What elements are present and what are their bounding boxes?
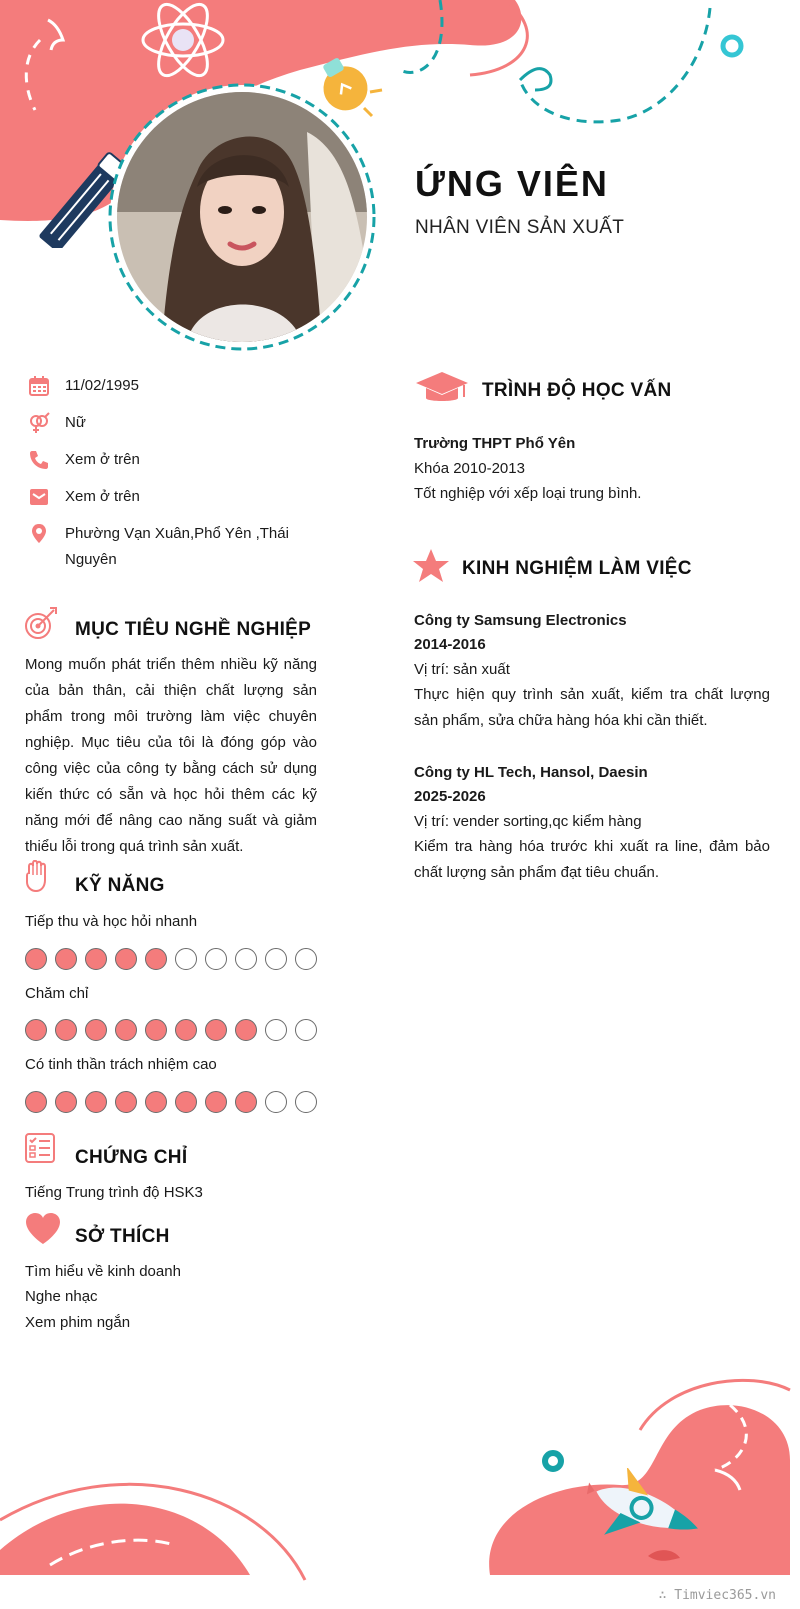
job-company: Công ty HL Tech, Hansol, Daesin (414, 764, 648, 781)
location-icon (28, 523, 50, 545)
gender-icon (28, 412, 50, 434)
watermark: ∴ Timviec365.vn (658, 1588, 776, 1603)
hobbies-title: SỞ THÍCH (75, 1226, 170, 1247)
heart-icon (24, 1212, 62, 1246)
job-role: Vị trí: sản xuất (414, 661, 510, 678)
atom-icon (138, 2, 228, 82)
job-role: Vị trí: vender sorting,qc kiểm hàng (414, 813, 642, 830)
rating-dot-empty (205, 948, 227, 970)
job-years: 2014-2016 (414, 636, 486, 653)
rating-dot-filled (145, 1091, 167, 1113)
contact-email-row (28, 484, 325, 510)
education-title: TRÌNH ĐỘ HỌC VẤN (482, 380, 672, 401)
education-result: Tốt nghiệp với xếp loại trung bình. (414, 485, 642, 502)
education-period: Khóa 2010-2013 (414, 460, 525, 477)
rating-dot-filled (25, 1019, 47, 1041)
rocket-icon (580, 1468, 710, 1568)
rating-dot-filled (175, 1019, 197, 1041)
rating-dot-filled (115, 1019, 137, 1041)
target-icon (24, 606, 58, 640)
gender-value: Nữ (65, 414, 86, 431)
email-icon (28, 486, 50, 508)
hand-icon (24, 860, 50, 894)
job-company: Công ty Samsung Electronics (414, 612, 627, 629)
rating-dot-empty (265, 948, 287, 970)
rating-dot-filled (205, 1091, 227, 1113)
certificate-item: Tiếng Trung trình độ HSK3 (25, 1184, 203, 1201)
graduation-cap-icon (414, 370, 470, 406)
job-years: 2025-2026 (414, 788, 486, 805)
calendar-icon (28, 375, 50, 397)
skill-rating (25, 948, 325, 970)
rating-dot-filled (115, 948, 137, 970)
hobby-item: Xem phim ngắn (25, 1314, 131, 1331)
phone-icon (28, 449, 50, 471)
address-value: Phường Vạn Xuân,Phổ Yên ,Thái Nguyên (65, 525, 289, 568)
checklist-icon (24, 1132, 56, 1164)
rating-dot-filled (205, 1019, 227, 1041)
job-description: Thực hiện quy trình sản xuất, kiểm tra chất lượng sản phẩm, sửa chữa hàng hóa khi cần thiết. (414, 686, 770, 729)
contact-birthday-row (28, 373, 325, 399)
skill-label: Chăm chỉ (25, 985, 89, 1002)
rating-dot-empty (235, 948, 257, 970)
avatar (117, 92, 367, 342)
rating-dot-empty (295, 1091, 317, 1113)
skills-title: KỸ NĂNG (75, 875, 165, 896)
job-entry (414, 761, 770, 886)
rating-dot-empty (265, 1019, 287, 1041)
job-entry (414, 609, 770, 734)
objective-title: MỤC TIÊU NGHỀ NGHIỆP (75, 619, 312, 640)
rating-dot-filled (235, 1019, 257, 1041)
contact-phone-row (28, 447, 325, 473)
hobby-item: Tìm hiểu về kinh doanh (25, 1263, 181, 1280)
rating-dot-filled (85, 948, 107, 970)
skill-rating (25, 1091, 325, 1113)
contact-gender-row (28, 410, 325, 436)
job-description: Kiểm tra hàng hóa trước khi xuất ra line, đảm bảo chất lượng sản phẩm đạt tiêu chuẩn. (414, 838, 770, 881)
rating-dot-empty (175, 948, 197, 970)
rating-dot-filled (145, 948, 167, 970)
rating-dot-filled (55, 1019, 77, 1041)
rating-dot-filled (85, 1019, 107, 1041)
rating-dot-empty (265, 1091, 287, 1113)
skill-rating (25, 1019, 325, 1041)
email-value: Xem ở trên (65, 488, 140, 505)
phone-value: Xem ở trên (65, 451, 140, 468)
rating-dot-filled (115, 1091, 137, 1113)
experience-title: KINH NGHIỆM LÀM VIỆC (462, 558, 692, 579)
hobby-item: Nghe nhạc (25, 1288, 98, 1305)
star-icon (412, 548, 450, 584)
birthday-value: 11/02/1995 (65, 377, 139, 394)
certificates-title: CHỨNG CHỈ (75, 1147, 188, 1168)
rating-dot-filled (145, 1019, 167, 1041)
job-position: NHÂN VIÊN SẢN XUẤT (415, 217, 625, 238)
rating-dot-filled (55, 1091, 77, 1113)
rating-dot-filled (85, 1091, 107, 1113)
skill-label: Có tinh thần trách nhiệm cao (25, 1056, 217, 1073)
contact-address-row (28, 521, 325, 573)
rating-dot-filled (175, 1091, 197, 1113)
education-school: Trường THPT Phổ Yên (414, 435, 576, 452)
rating-dot-empty (295, 1019, 317, 1041)
rating-dot-filled (235, 1091, 257, 1113)
candidate-name: ỨNG VIÊN (415, 163, 609, 204)
objective-text: Mong muốn phát triển thêm nhiều kỹ năng của bản thân, cải thiện chất lượng sản phẩm trong môi trường làm việc chuyên nghiệp. Mục tiêu của tôi là đóng góp vào công việc của công ty bằng cách sử dụng kiến thức có sẵn và học hỏi thêm các kỹ năng mới để nâng cao năng suất và giảm thiểu lỗi trong quá trình sản xuất. (25, 656, 317, 855)
skill-label: Tiếp thu và học hỏi nhanh (25, 913, 198, 930)
rating-dot-empty (295, 948, 317, 970)
rating-dot-filled (25, 948, 47, 970)
rating-dot-filled (25, 1091, 47, 1113)
rating-dot-filled (55, 948, 77, 970)
